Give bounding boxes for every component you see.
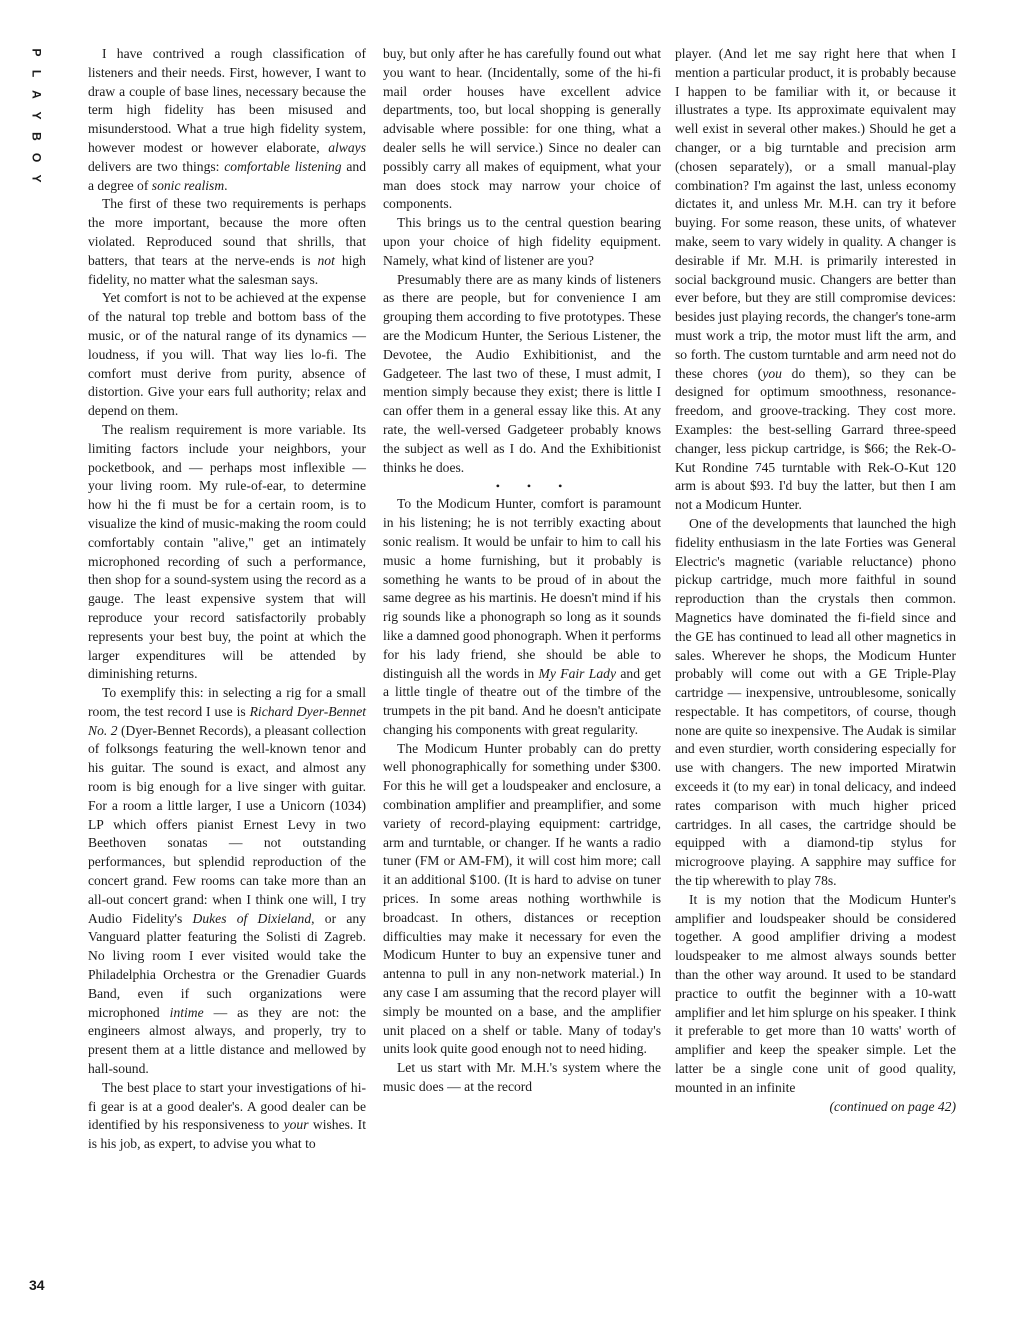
italic-text: always — [328, 139, 366, 155]
article-paragraph — [383, 271, 661, 478]
text-run: wishes. It is his job, as expert, to advise you what to — [88, 1117, 366, 1152]
italic-text: Richard Dyer-Bennet No. 2 — [88, 703, 367, 738]
text-run: One of the developments that launched the high fidelity enthusiasm in the late Forties was General Electric's magnetic (variable reluctance) phono pickup cartridge, much more faithful in sound reproduction than the crystals then common. Magnetics have dominated the fi-field since and the GE has continued to lead all other magnetics in sales. Wherever he shops, the Modicum Hunter probably will come out with a GE Triple-Play cartridge — inexpensive, untroublesome, sonically respectable. It has competitors, of course, though none are quite so inexpensive. The Audak is similar and even sturdier, worth considering especially for use with changers. The new imported Miratwin exceeds it (to my ear) in tonal delicacy, and indeed rates comparison with much higher priced cartridges. In all cases, the cartridge should be equipped with a diamond-tip stylus for microgroove playing. A sapphire may suffice for the tip wherewith to play 78s. — [675, 515, 957, 889]
article-paragraph — [675, 45, 956, 515]
text-run: buy, but only after he has carefully found out what you want to hear. (Incidentally, some of the hi-fi mail order houses have excellent advice departments, too, but local shopping is generally advisable where possible: for one thing, what a dealer sells he will service.) Since no dealer can possibly carry all makes of equipment, what your man does stock may narrow your choice of components. — [383, 46, 661, 212]
text-run: The Modicum Hunter probably can do pretty well phonographically for something under $300. For this he will get a loudspeaker and enclosure, a combination amplifier and preamplifier, and some variety of record-playing equipment: cartridge, arm and turntable, or changer. If he wants a radio tuner (FM or AM-FM), it will cost him more; call it an additional $100. (It is hard to advise on tuner prices. In some areas nothing worthwhile is broadcast. In others, distances or reception difficulties may make it necessary for even the Modicum Hunter to buy an expensive tuner and antenna to pull in any non-network material.) In any case I am assuming that the record player will simply be mounted on a base, and the amplifier unit placed on a shelf or table. Many of today's units look quite good enough not to need hiding. — [383, 740, 661, 1057]
text-run: The best place to start your investigations of hi-fi gear is at a good dealer's. A good dealer can be identified by his responsiveness to — [88, 1079, 366, 1133]
magazine-letter: Y — [29, 111, 44, 120]
italic-text: you — [762, 365, 782, 381]
text-run: The realism requirement is more variable. Its limiting factors include your neighbors, your pocketbook, and — perhaps most inflexible — your living room. My rule-of-ear, to determine how hi the fi must be for a certain room, is to visualize the kind of music-making the room could comfortably contain "alive," get an intimately microphoned recording of such a performance, then shop for a sound-system using the record as a gauge. The least expensive system that will reproduce your record satisfactorily probably represents your best buy, the point at which the larger expenditures will be attended by diminishing returns. — [88, 421, 366, 682]
magazine-letter: P — [29, 48, 44, 57]
text-column-1 — [88, 45, 366, 1154]
magazine-letter: L — [29, 69, 44, 78]
article-paragraph — [383, 214, 661, 270]
article-paragraph — [675, 515, 956, 891]
italic-text: intime — [169, 1004, 204, 1020]
article-paragraph — [88, 195, 366, 289]
article-paragraph — [88, 684, 366, 1079]
section-break — [383, 477, 661, 495]
magazine-name-vertical — [24, 42, 44, 189]
text-run: and get a little tingle of theatre out of the timbre of the trumpets in the pit band. And he doesn't anticipate changing his components with great regularity. — [383, 665, 661, 737]
text-column-3 — [675, 45, 956, 1116]
text-run: high fidelity, no matter what the salesman says. — [88, 252, 366, 287]
text-run: do them), so they can be designed for optimum smoothness, resonance-freedom, and groove-tracking. They cost more. Examples: the best-selling Garrard three-speed changer, less pickup cartridge, is $66; the Rek-O-Kut Rondine 745 turntable with Rek-O-Kut 120 arm is about $93. I'd buy the latter, but then I am not a Modicum Hunter. — [675, 365, 957, 513]
text-run: I have contrived a rough classification of listeners and their needs. First, however, I want to draw a couple of base lines, necessary because the term high fidelity has been misused and misunderstood. What a true high fidelity system, however modest or however elaborate, — [88, 46, 366, 155]
text-run: Yet comfort is not to be achieved at the expense of the natural top treble and bottom bass of the music, or of the natural range of its dynamics — loudness, if you will. That way lies lo-fi. The comfort must derive from purity, absence of distortion. Give your ears full authority; relax and depend on them. — [88, 290, 366, 419]
article-paragraph — [383, 740, 661, 1060]
text-run: , or any Vanguard platter featuring the Solisti di Zagreb. No living room I ever visited would take the Philadelphia Orchestra or the Grenadier Guards Band, even if such organizations were microphoned — [88, 910, 366, 1020]
article-paragraph — [383, 45, 661, 214]
magazine-letter: B — [29, 132, 44, 141]
text-run: (continued on page 42) — [829, 1098, 956, 1114]
text-run: player. (And let me say right here that when I mention a particular product, it is probably because I happen to be familiar with it, or because it illustrates a type. Its approximate equivalent may well exist in several other makes.) Should he get a changer, or a big turntable and precision arm (chosen separately), or a small manual-play combination? I'm against the last, unless economy dictates it, and unless Mr. M.H. can try it before buying. For some reason, these units, of whatever make, seem to vary widely in quality. A changer is desirable if Mr. M.H. is primarily interested in social background music. Changers are better than ever before, but they are still compromise devices: besides just playing records, the changer's tone-arm must work a trip, the motor must lift the arm, and so forth. The custom turntable and arm need not do these chores ( — [675, 46, 956, 381]
article-paragraph — [88, 45, 366, 195]
continued-note — [675, 1098, 956, 1117]
italic-text: comfortable listening — [224, 158, 342, 174]
italic-text: your — [283, 1117, 309, 1133]
text-run: Presumably there are as many kinds of listeners as there are people, but for convenience I am grouping them according to five prototypes. These are the Modicum Hunter, the Serious Listener, the Devotee, the Audio Exhibitionist, and the Gadgeteer. The last two of these, I must admit, I mention simply because they exist; there is little I can offer them in a general essay like this. At any rate, the well-versed Gadgeteer probably knows the subject as well as I do. And the Exhibitionist thinks he does. — [383, 271, 661, 475]
text-run: — as they are not: the engineers almost always, and properly, try to present them at a little distance and mellowed by hall-sound. — [88, 1004, 366, 1077]
article-paragraph — [88, 421, 366, 684]
article-paragraph — [88, 289, 366, 421]
text-column-2 — [383, 45, 661, 1097]
text-run: delivers are two things: — [88, 158, 225, 174]
italic-text: My Fair Lady — [538, 665, 616, 681]
page-number: 34 — [29, 1277, 45, 1293]
italic-text: not — [317, 252, 335, 268]
text-run: To the Modicum Hunter, comfort is paramount in his listening; he is not terribly exacting about sonic realism. It would be unfair to him to call his music a home furnishing, but it probably is something he wants to be proud of in about the same degree as his martinis. He doesn't mind if his rig sounds like a phonograph so long as it sounds like a damned good phonograph. When it performs for his lady friend, she should be able to distinguish all the words in — [383, 496, 661, 681]
text-run: • • • — [495, 479, 575, 494]
text-run: The first of these two requirements is perhaps the more important, because the more often violated. Reproduced sound that shrills, that batters, that tears at the nerve-ends is — [88, 196, 366, 268]
italic-text: Dukes of Dixieland — [192, 910, 312, 926]
text-run: To exemplify this: in selecting a rig for a small room, the test record I use is — [88, 685, 366, 719]
article-paragraph — [383, 495, 661, 739]
text-run: . — [224, 177, 228, 193]
italic-text: sonic realism — [151, 177, 225, 193]
article-paragraph — [675, 891, 956, 1098]
article-paragraph — [383, 1059, 661, 1097]
magazine-letter: O — [29, 152, 44, 163]
text-run: It is my notion that the Modicum Hunter's amplifier and loudspeaker should be considered together. A good amplifier driving a modest loudspeaker to me almost always sounds better than the other way around. It used to be standard practice to outfit the beginner with a 10-watt amplifier and let him splurge on his speaker. I think it preferable to get more than 10 watts' worth of amplifier and keep the speaker simple. Let the latter be a single cone unit of good quality, mounted in an infinite — [675, 891, 956, 1095]
magazine-letter: Y — [29, 174, 44, 183]
magazine-letter: A — [29, 90, 44, 99]
article-paragraph — [88, 1079, 366, 1154]
text-run: This brings us to the central question bearing upon your choice of high fidelity equipment. Namely, what kind of listener are you? — [383, 215, 661, 268]
text-run: and a degree of — [88, 158, 367, 193]
text-run: (Dyer-Bennet Records), a pleasant collection of folksongs featuring the well-known tenor and his guitar. The sound is exact, and almost any room is big enough for a live singer with guitar. For a room a little larger, I use a Unicorn (1034) LP which offers pianist Ernest Levy in two Beethoven sonatas — not outstanding performances, but splendid reproduction of the concert grand. Few rooms can take more than an all-out concert grand: when I think one will, I try Audio Fidelity's — [88, 722, 366, 926]
text-run: Let us start with Mr. M.H.'s system where the music does — at the record — [383, 1060, 661, 1095]
